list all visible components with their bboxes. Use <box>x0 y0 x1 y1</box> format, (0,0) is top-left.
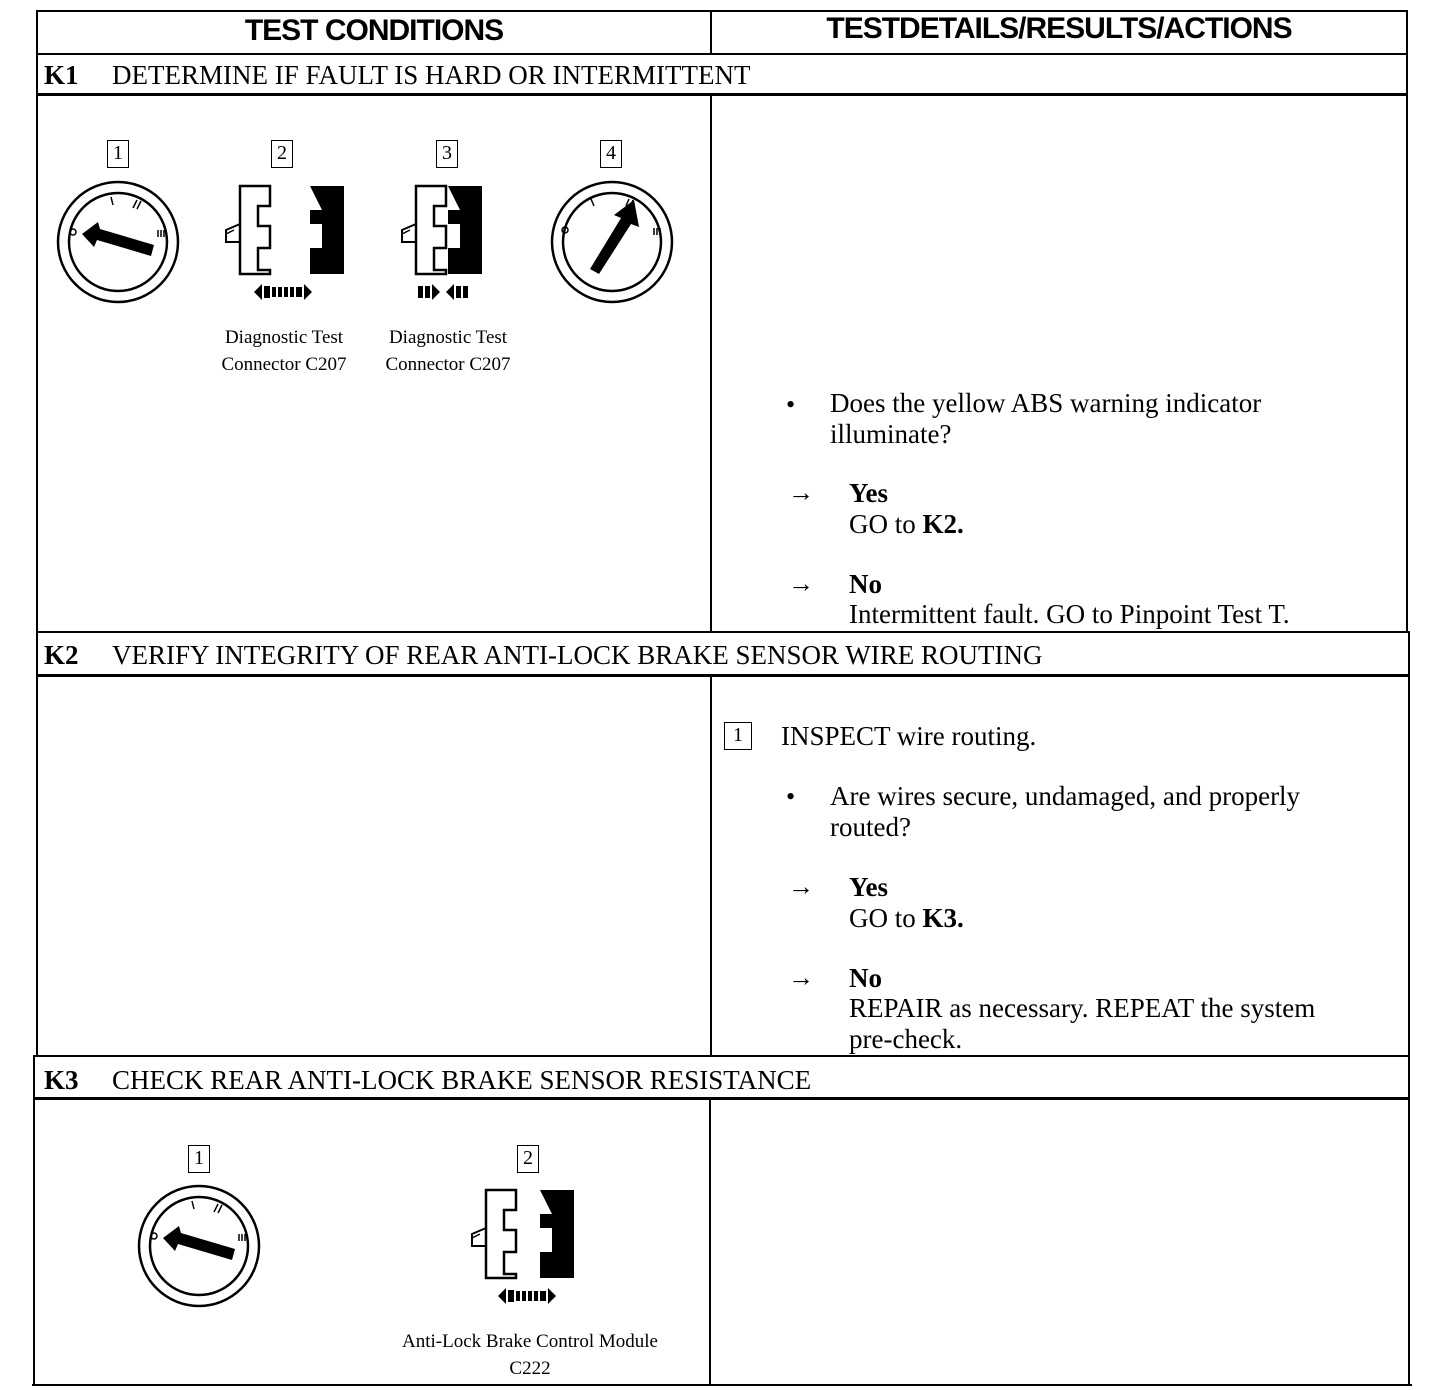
k2-question <box>830 781 1300 843</box>
header-test-details: TESTDETAILS/RESULTS/ACTIONS <box>826 12 1292 45</box>
header-test-conditions: TEST CONDITIONS <box>244 14 504 47</box>
k1-yes-action <box>849 509 964 540</box>
k2-no-arrow-icon: → <box>788 963 814 992</box>
k1-id: K1 <box>44 60 79 90</box>
k1-yes-arrow-icon: → <box>788 478 814 507</box>
frame-left-lower <box>33 1055 35 1386</box>
frame-right <box>1406 10 1408 633</box>
k1-caption-step3 <box>368 324 528 378</box>
k1-caption-step2 <box>204 324 364 378</box>
k1-section-title <box>44 60 750 91</box>
divider-k3-header <box>34 1055 1410 1057</box>
k1-connector-reconnect-icon <box>416 186 417 187</box>
divider-header <box>36 53 1408 55</box>
k2-question-line1: Are wires secure, undamaged, and properly <box>830 781 1301 811</box>
k2-yes-label: Yes <box>849 872 888 902</box>
k2-title: VERIFY INTEGRITY OF REAR ANTI-LOCK BRAKE SENSOR WIRE ROUTING <box>112 640 1043 670</box>
k3-caption-line2: C222 <box>509 1358 551 1379</box>
k1-step-3: 3 <box>436 140 458 168</box>
frame-right-lower <box>1408 631 1410 1386</box>
k2-bullet-icon: • <box>786 782 796 811</box>
k1-step-2: 2 <box>271 140 293 168</box>
k2-question-line2: routed? <box>830 812 911 842</box>
k1-caption-step3-line1: Diagnostic Test <box>388 327 508 348</box>
k1-ignition-run-icon <box>612 242 613 243</box>
k1-yes-action-target: K2. <box>922 509 964 539</box>
k2-no-action-line2: pre-check. <box>849 1024 963 1054</box>
k1-step-1: 1 <box>107 140 129 168</box>
k1-connector-disconnect-icon <box>240 186 241 187</box>
k1-yes-label: Yes <box>849 478 888 508</box>
k3-connector-disconnect-icon <box>486 1190 487 1191</box>
divider-k2-title <box>36 674 1410 677</box>
k3-caption <box>360 1328 700 1382</box>
k2-yes-action-target: K3. <box>922 903 964 933</box>
k1-caption-step3-line2: Connector C207 <box>385 354 511 375</box>
k2-yes-action-prefix: GO to <box>849 903 916 933</box>
k1-title: DETERMINE IF FAULT IS HARD OR INTERMITTENT <box>112 60 751 90</box>
k2-yes-arrow-icon: → <box>788 872 814 901</box>
divider-k1-title <box>36 93 1408 96</box>
divider-k2-header <box>36 631 1410 633</box>
k2-step-1: 1 <box>724 722 752 750</box>
column-divider-k1 <box>710 94 712 633</box>
k1-ignition-off-icon <box>118 242 119 243</box>
column-divider-k2 <box>710 675 712 1057</box>
k2-no-label: No <box>849 963 882 993</box>
k3-section-title <box>44 1065 811 1096</box>
k1-no-arrow-icon: → <box>788 569 814 598</box>
column-divider-k3 <box>709 1098 711 1386</box>
k3-step-2: 2 <box>517 1145 539 1173</box>
k1-yes-action-prefix: GO to <box>849 509 916 539</box>
k3-title: CHECK REAR ANTI-LOCK BRAKE SENSOR RESISTANCE <box>112 1065 812 1095</box>
k2-yes-action <box>849 903 964 934</box>
k1-question-line1: Does the yellow ABS warning indicator <box>830 388 1262 418</box>
k2-no-action <box>849 993 1315 1055</box>
frame-bottom <box>32 1384 1412 1386</box>
k3-caption-line1: Anti-Lock Brake Control Module <box>402 1331 658 1352</box>
frame-left <box>36 10 38 1056</box>
k1-caption-step2-line2: Connector C207 <box>221 354 347 375</box>
k2-no-action-line1: REPAIR as necessary. REPEAT the system <box>849 993 1316 1023</box>
k1-no-action: Intermittent fault. GO to Pinpoint Test T. <box>849 599 1290 629</box>
k2-id: K2 <box>44 640 79 670</box>
k2-step-text: INSPECT wire routing. <box>781 721 1037 751</box>
k1-question-line2: illuminate? <box>830 419 952 449</box>
k3-id: K3 <box>44 1065 79 1095</box>
k1-step-4: 4 <box>600 140 622 168</box>
divider-k3-title <box>34 1097 1410 1100</box>
k1-no-label: No <box>849 569 882 599</box>
k2-section-title <box>44 640 1043 671</box>
k3-ignition-off-icon <box>199 1246 200 1247</box>
k3-step-1: 1 <box>188 1145 210 1173</box>
k1-caption-step2-line1: Diagnostic Test <box>224 327 344 348</box>
k1-question <box>830 388 1261 450</box>
k1-bullet-icon: • <box>786 390 796 419</box>
